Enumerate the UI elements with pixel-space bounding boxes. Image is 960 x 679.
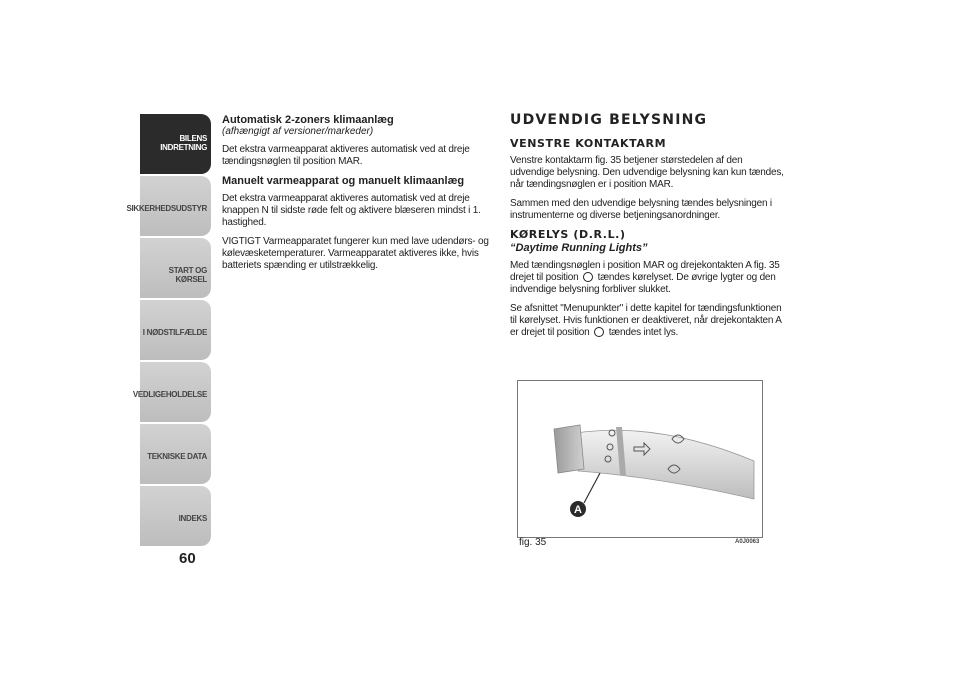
drl-position-icon — [594, 327, 604, 337]
callout-a: A — [574, 504, 582, 516]
text: tændes intet lys. — [608, 327, 679, 338]
text: Se afsnittet "Menupunkter" i dette kapitel for tændingsfunktionen til kørelyset. Hvis funktionen er deaktiveret, når drejekontakten A er drejet til position — [510, 303, 782, 338]
tab-tekniske-data[interactable] — [140, 424, 211, 484]
drl-position-icon — [583, 272, 593, 282]
tab-start-og-korsel[interactable] — [140, 238, 211, 298]
paragraph — [510, 260, 786, 296]
text: tændes kørelyset. De øvrige lygter og den indvendige belysning forbliver slukket. — [510, 272, 776, 295]
paragraph: Venstre kontaktarm fig. 35 betjener størstedelen af den udvendige belysning. Den udvendige belysning kan kun tændes, når tændingsnøglen er i position MAR. — [510, 155, 784, 190]
subsection-subtitle: “Daytime Running Lights” — [510, 242, 648, 254]
tab-vedligeholdelse[interactable] — [132, 362, 211, 422]
paragraph: Sammen med den udvendige belysning tændes belysningen i instrumenterne og diverse betjeningsanordninger. — [510, 198, 772, 221]
tab-label: VEDLIGEHOLDELSE — [132, 390, 207, 399]
tab-label: INDEKS — [178, 514, 207, 523]
subsection-title: KØRELYS (D.R.L.) — [510, 228, 626, 241]
tab-indeks[interactable] — [140, 486, 211, 546]
text: Med tændingsnøglen i position MAR og drejekontakten A fig. 35 drejet til position — [510, 260, 780, 283]
tab-label: INDRETNING — [160, 143, 207, 152]
page-number: 60 — [179, 550, 196, 567]
paragraph-important: VIGTIGT Varmeapparatet fungerer kun med lave udendørs- og kølevæsketemperaturer. Varmeapparatet aktiveres ikke, hvis batteriets spænding er utilstrækkelig. — [222, 236, 489, 271]
tab-label: START OG KØRSEL — [168, 266, 207, 284]
left-column — [222, 114, 494, 279]
tab-label: SIKKERHEDSUDSTYR — [126, 204, 207, 213]
subsection-title: VENSTRE KONTAKTARM — [510, 137, 667, 150]
figure-code: A0J0063 — [735, 539, 760, 545]
figure-light-stalk — [517, 380, 763, 538]
heading-automatic-climate: Automatisk 2-zoners klimaanlæg — [222, 114, 394, 126]
paragraph: Det ekstra varmeapparat aktiveres automatisk ved at dreje tændingsnøglen til position MAR. — [222, 144, 470, 167]
heading-manual-heater: Manuelt varmeapparat og manuelt klimaanlæg — [222, 175, 465, 187]
paragraph: Det ekstra varmeapparat aktiveres automatisk ved at dreje knappen N til sidste røde felt og aktivere blæseren mindst i 1. hastighed. — [222, 193, 481, 228]
light-stalk-illustration — [518, 381, 762, 537]
heading-note: (afhængigt af versioner/markeder) — [222, 126, 374, 137]
tab-i-nodstilfaelde[interactable] — [140, 300, 211, 360]
tab-sikkerhedsudstyr[interactable] — [126, 176, 211, 236]
section-title: UDVENDIG BELYSNING — [510, 112, 708, 128]
tab-bilens-indretning[interactable] — [140, 114, 211, 174]
tab-label: I NØDSTILFÆLDE — [142, 328, 207, 337]
tab-label: TEKNISKE DATA — [147, 452, 207, 461]
right-column — [510, 114, 786, 346]
paragraph — [510, 303, 786, 339]
figure-caption: fig. 35 — [519, 537, 547, 548]
chapter-sidebar — [126, 114, 211, 548]
tab-label: BILENS — [179, 134, 207, 143]
